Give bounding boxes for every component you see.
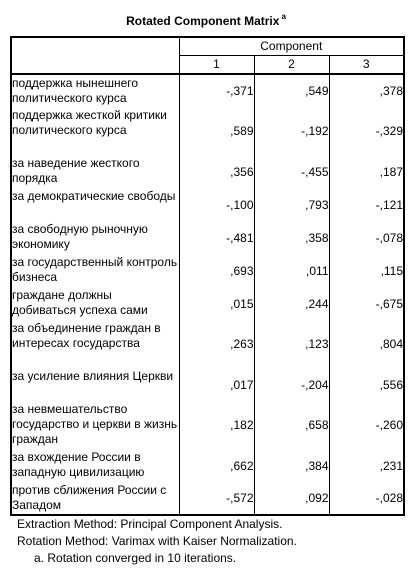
title-footnote-marker: a xyxy=(281,12,286,21)
row-label: граждане должны добиваться успеха сами xyxy=(11,287,179,320)
loading-value: ,693 xyxy=(179,254,254,287)
table-row xyxy=(11,155,404,188)
loading-value: -,028 xyxy=(329,482,404,515)
rotation-method-note: Rotation Method: Varimax with Kaiser Normalization. xyxy=(17,534,297,548)
loading-value: ,556 xyxy=(329,368,404,401)
loading-value: ,092 xyxy=(254,482,329,515)
loading-value: -,192 xyxy=(254,107,329,155)
loading-value: ,378 xyxy=(329,74,404,107)
loading-value: -,100 xyxy=(179,188,254,221)
row-label: за демократические свободы xyxy=(11,188,179,221)
loading-value: ,011 xyxy=(254,254,329,287)
row-label: за свободную рыночную экономику xyxy=(11,221,179,254)
row-label: против сближения России с Западом xyxy=(11,482,179,515)
table-row xyxy=(11,107,404,155)
component-header: Component xyxy=(179,37,404,56)
loading-value: -,329 xyxy=(329,107,404,155)
loading-value: ,662 xyxy=(179,449,254,482)
loading-value: -,371 xyxy=(179,74,254,107)
table-row xyxy=(11,368,404,401)
component-column-1: 1 xyxy=(179,56,254,75)
footnote-a xyxy=(17,550,297,567)
table-row xyxy=(11,482,404,515)
table-row xyxy=(11,74,404,107)
table-row xyxy=(11,401,404,449)
footnotes xyxy=(17,516,297,567)
row-label: за объединение граждан в интересах государства xyxy=(11,320,179,368)
table-row xyxy=(11,188,404,221)
footnote-a-marker: a. xyxy=(34,551,45,565)
loading-value: ,549 xyxy=(254,74,329,107)
loading-value: ,356 xyxy=(179,155,254,188)
loading-value: -,078 xyxy=(329,221,404,254)
row-label: за усиление влияния Церкви xyxy=(11,368,179,401)
footnote-a-text: Rotation converged in 10 iterations. xyxy=(47,551,237,565)
table-row xyxy=(11,320,404,368)
loading-value: ,015 xyxy=(179,287,254,320)
loading-value: ,182 xyxy=(179,401,254,449)
loading-value: ,804 xyxy=(329,320,404,368)
loading-value: ,658 xyxy=(254,401,329,449)
loading-value: -,481 xyxy=(179,221,254,254)
component-column-3: 3 xyxy=(329,56,404,75)
row-label: за наведение жесткого порядка xyxy=(11,155,179,188)
loading-value: ,263 xyxy=(179,320,254,368)
loading-value: -,121 xyxy=(329,188,404,221)
loading-value: ,589 xyxy=(179,107,254,155)
row-label: за вхождение России в западную цивилизацию xyxy=(11,449,179,482)
row-label: за государственный контроль бизнеса xyxy=(11,254,179,287)
header-row-component xyxy=(11,37,404,56)
row-label: поддержка нынешнего политического курса xyxy=(11,74,179,107)
loading-value: ,231 xyxy=(329,449,404,482)
table-row xyxy=(11,449,404,482)
table-row xyxy=(11,221,404,254)
loading-value: -,572 xyxy=(179,482,254,515)
loading-value: ,187 xyxy=(329,155,404,188)
extraction-method-note: Extraction Method: Principal Component Analysis. xyxy=(17,517,283,531)
loading-value: ,358 xyxy=(254,221,329,254)
table-title-text: Rotated Component Matrix xyxy=(126,14,280,28)
loading-value: -,675 xyxy=(329,287,404,320)
loading-value: ,384 xyxy=(254,449,329,482)
rotated-component-matrix xyxy=(10,36,405,516)
loading-value: ,793 xyxy=(254,188,329,221)
loading-value: -,204 xyxy=(254,368,329,401)
loading-value: ,017 xyxy=(179,368,254,401)
row-label: за невмешательство государство и церкви в жизнь граждан xyxy=(11,401,179,449)
loading-value: ,123 xyxy=(254,320,329,368)
header-corner-cell xyxy=(11,37,179,74)
row-label: поддержка жесткой критики политического курса xyxy=(11,107,179,155)
loading-value: -,455 xyxy=(254,155,329,188)
table-row xyxy=(11,254,404,287)
loading-value: ,115 xyxy=(329,254,404,287)
table-row xyxy=(11,287,404,320)
loading-value: ,244 xyxy=(254,287,329,320)
table-title xyxy=(0,8,412,31)
loading-value: -,260 xyxy=(329,401,404,449)
component-column-2: 2 xyxy=(254,56,329,75)
